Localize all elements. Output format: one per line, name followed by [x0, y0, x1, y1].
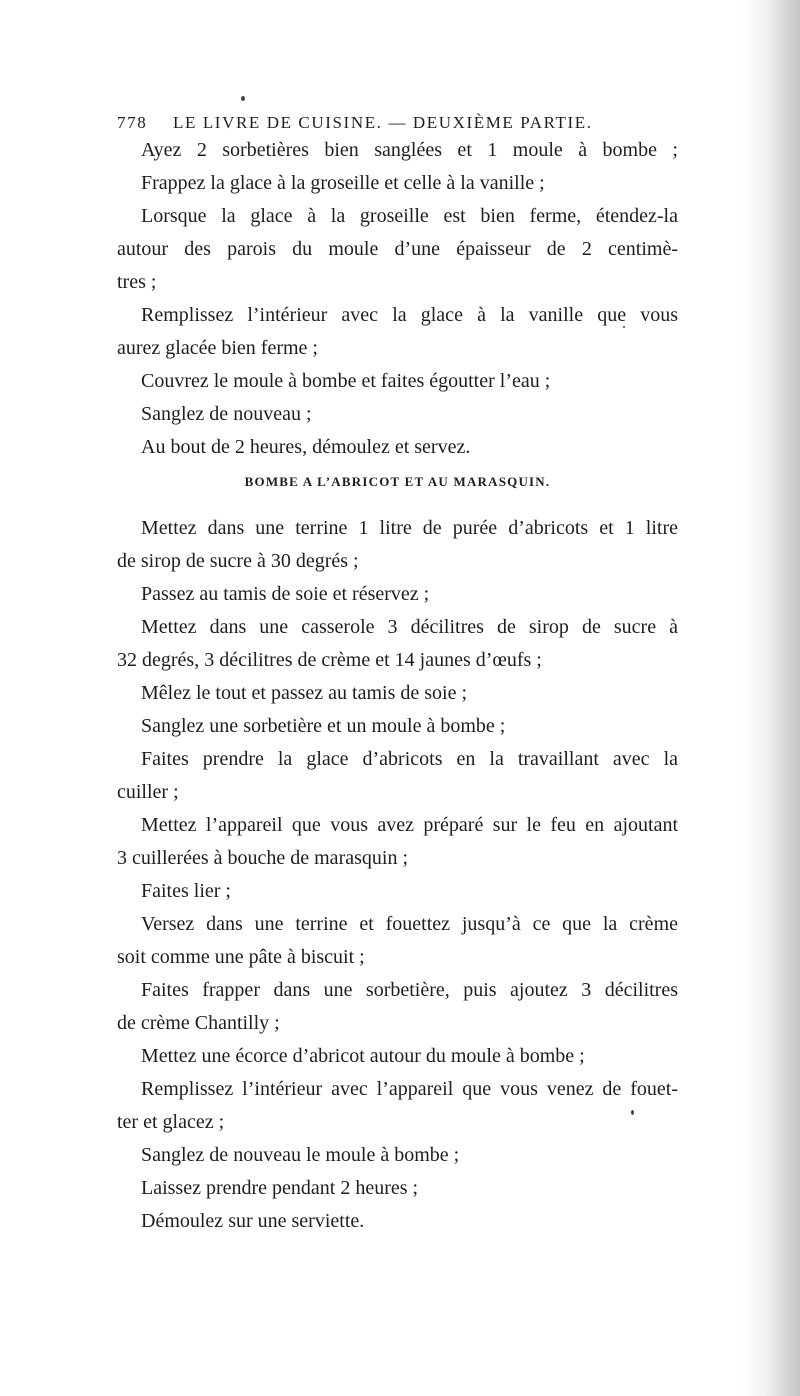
- text-line: de crème Chantilly ;: [117, 1012, 280, 1034]
- text-line: Sanglez une sorbetière et un moule à bombe ;: [141, 715, 506, 737]
- text-line: Ayez 2 sorbetières bien sanglées et 1 moule à bombe ;: [141, 139, 678, 161]
- ink-speck: [241, 96, 245, 101]
- text-line: Faites lier ;: [141, 880, 231, 902]
- text-line: Passez au tamis de soie et réservez ;: [141, 583, 430, 605]
- text-line: autour des parois du moule d’une épaisseur de 2 centimè-: [117, 238, 678, 260]
- text-line: Couvrez le moule à bombe et faites égoutter l’eau ;: [141, 370, 551, 392]
- text-line: Sanglez de nouveau ;: [141, 403, 312, 425]
- text-line: Mettez dans une casserole 3 décilitres de sirop de sucre à: [141, 616, 678, 638]
- text-line: Mêlez le tout et passez au tamis de soie ;: [141, 682, 468, 704]
- text-line: aurez glacée bien ferme ;: [117, 337, 318, 359]
- text-line: Remplissez l’intérieur avec la glace à la vanille que vous: [141, 304, 678, 326]
- text-line: ter et glacez ;: [117, 1111, 225, 1133]
- text-line: Sanglez de nouveau le moule à bombe ;: [141, 1144, 460, 1166]
- text-line: Au bout de 2 heures, démoulez et servez.: [141, 436, 471, 458]
- page-number: 778: [117, 113, 148, 132]
- text-line: Frappez la glace à la groseille et celle à la vanille ;: [141, 172, 545, 194]
- text-line: tres ;: [117, 271, 157, 293]
- running-title: LE LIVRE DE CUISINE. — DEUXIÈME PARTIE.: [173, 113, 593, 132]
- text-line: Laissez prendre pendant 2 heures ;: [141, 1177, 419, 1199]
- text-line: cuiller ;: [117, 781, 179, 803]
- text-line: Lorsque la glace à la groseille est bien ferme, étendez-la: [141, 205, 678, 227]
- text-line: de sirop de sucre à 30 degrés ;: [117, 550, 359, 572]
- text-line: 32 degrés, 3 décilitres de crème et 14 jaunes d’œufs ;: [117, 649, 542, 671]
- text-line: soit comme une pâte à biscuit ;: [117, 946, 365, 968]
- text-line: Mettez une écorce d’abricot autour du moule à bombe ;: [141, 1045, 585, 1067]
- text-line: Faites prendre la glace d’abricots en la travaillant avec la: [141, 748, 678, 770]
- text-line: Faites frapper dans une sorbetière, puis ajoutez 3 décilitres: [141, 979, 678, 1001]
- section-title: BOMBE A L’ABRICOT ET AU MARASQUIN.: [244, 474, 551, 489]
- text-line: Démoulez sur une serviette.: [141, 1210, 365, 1232]
- text-line: Mettez dans une terrine 1 litre de purée d’abricots et 1 litre: [141, 517, 678, 539]
- text-line: Remplissez l’intérieur avec l’appareil que vous venez de fouet-: [141, 1078, 678, 1100]
- text-line: 3 cuillerées à bouche de marasquin ;: [117, 847, 408, 869]
- text-line: Mettez l’appareil que vous avez préparé sur le feu en ajoutant: [141, 814, 678, 836]
- text-line: Versez dans une terrine et fouettez jusqu’à ce que la crème: [141, 913, 678, 935]
